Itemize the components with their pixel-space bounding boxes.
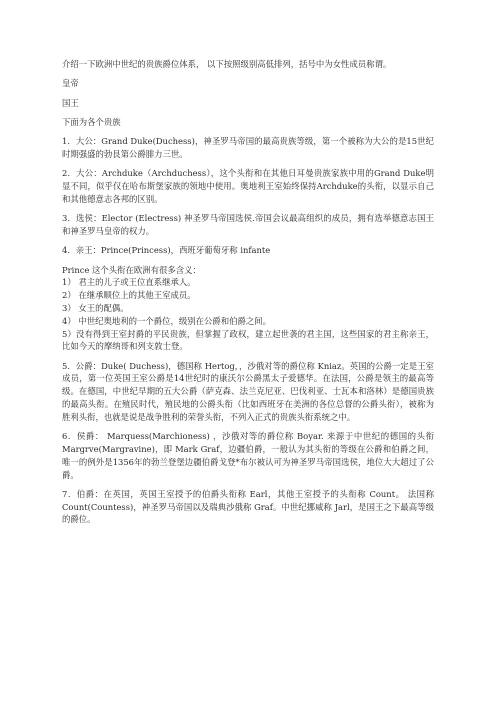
earl-paragraph: 7．伯爵：在英国，英国王室授予的伯爵头衔称 Earl，其他王室授予的头衔称 Count。 法国称 Count(Countess)，神圣罗马帝国以及瑞典沙俄称 Graf。中世纪挪威称 Jarl，是国王之下最高等级的爵位。: [62, 488, 434, 525]
king-line: 国王: [62, 97, 79, 108]
prince-meaning-item: 5）没有得到王室封爵的平民贵族，但掌握了政权，建立起世袭的君主国，这些国家的君主称亲王，比如今天的摩纳哥和列支敦士登。: [62, 328, 434, 352]
prince-meaning-item: 3） 女王的配偶。: [62, 302, 129, 313]
grand-duke-paragraph: 1．大公：Grand Duke(Duchess)，神圣罗马帝国的最高贵族等级，第一个被称为大公的是15世纪时期强盛的勃艮第公爵腓力三世。: [62, 136, 434, 159]
document-body: [62, 58, 434, 533]
nobles-heading: 下面为各个贵族: [62, 116, 121, 127]
elector-paragraph: 3．选侯：Elector (Electress) 神圣罗马帝国选侯.帝国会议最高组织的成员，拥有选举德意志国王和神圣罗马皇帝的权力。: [62, 213, 434, 236]
prince-title: 4．亲王：Prince(Princess)，西班牙葡萄牙称 infante: [62, 245, 271, 256]
emperor-line: 皇帝: [62, 78, 79, 89]
archduke-paragraph: 2．大公：Archduke（Archduchess），这个头衔和在其他日耳曼贵族家族中用的Grand Duke明显不同，似乎仅在哈布斯堡家族的领地中使用。奥地利王室始终保持Archduke的头衔，以显示自己和其他德意志各邦的区别。: [62, 168, 434, 204]
marquess-paragraph: 6．侯爵： Marquess(Marchioness) ，沙俄对等的爵位称 Boyar. 来源于中世纪的德国的头衔 Margrve(Margravine)，即 Mark Graf，边疆伯爵，一般认为其头衔的等级在公爵和伯爵之间，唯一的例外是1356年的勃兰登堡边疆伯爵戈登*布尔被认可为神圣罗马帝国选侯，地位大大超过了公爵。: [62, 431, 434, 480]
duke-paragraph: 5．公爵：Duke( Duchess)，德国称 Hertog，，沙俄对等的爵位称 Kniaz。英国的公爵一定是王室成员，第一位英国王室公爵是14世纪时的康沃尔公爵黑太子爱德华。在法国，公爵是领主的最高等级。在德国，中世纪早期的五大公爵（萨克森、法兰克尼亚、巴伐利亚、士瓦本和洛林）是德国贵族的最高头衔。在殖民时代，殖民地的公爵头衔（比如西班牙在美洲的各位总督的公爵头衔），被称为胜利头衔，也就是说是战争胜利的荣誉头衔，不列入正式的贵族头衔系统之中。: [62, 360, 434, 422]
prince-meaning-intro: Prince 这个头衔在欧洲有很多含义：: [62, 264, 201, 275]
prince-meaning-item: 4） 中世纪奥地利的一个爵位，级别在公爵和伯爵之间。: [62, 315, 271, 326]
intro-paragraph: 介绍一下欧洲中世纪的贵族爵位体系， 以下按照级别高低排列，括号中为女性成员称谓。: [62, 59, 392, 69]
prince-meaning-item: 2） 在继承顺位上的其他王室成员。: [62, 290, 196, 301]
prince-meaning-item: 1） 君主的儿子或王位直系继承人。: [62, 277, 196, 288]
